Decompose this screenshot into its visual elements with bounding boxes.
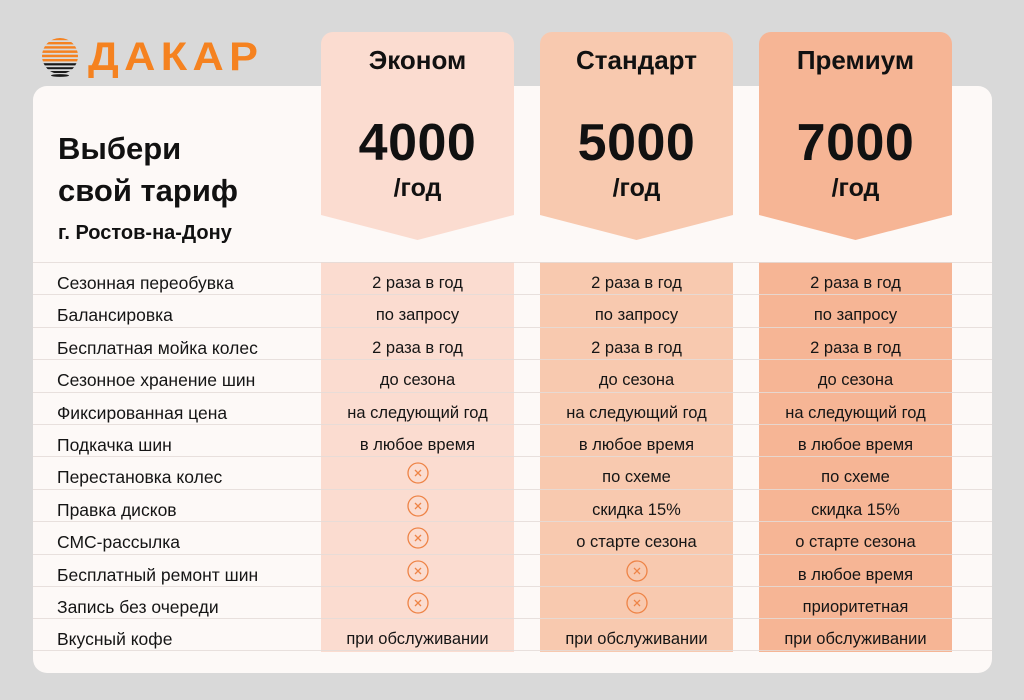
cell-econom	[321, 587, 514, 619]
cell-standard: по схеме	[602, 468, 671, 487]
circle-x-icon	[407, 495, 429, 517]
cell-econom: 2 раза в год	[372, 338, 463, 357]
table-row	[33, 294, 992, 326]
table-row	[33, 586, 992, 618]
plan-price: 5000	[577, 114, 696, 172]
cell-econom: до сезона	[379, 371, 456, 390]
circle-x-icon	[626, 560, 648, 582]
feature-label: Балансировка	[57, 305, 173, 326]
table-row	[33, 327, 992, 359]
city-label: г. Ростов-на-Дону	[58, 222, 232, 244]
table-row	[33, 359, 992, 391]
cell-standard	[540, 555, 733, 587]
table-row	[33, 392, 992, 424]
circle-x-icon	[626, 592, 648, 614]
plan-name: Стандарт	[576, 45, 697, 75]
cell-premium: о старте сезона	[795, 533, 916, 552]
cell-premium: в любое время	[797, 435, 914, 454]
circle-x-icon	[407, 462, 429, 484]
feature-label: Сезонная переобувка	[57, 273, 234, 293]
cell-premium: 2 раза в год	[810, 338, 901, 357]
heading	[58, 128, 238, 245]
circle-x-icon	[407, 560, 429, 582]
page-title-line1: Выбери	[58, 131, 182, 166]
cell-econom: в любое время	[359, 435, 476, 454]
cell-standard: в любое время	[578, 435, 695, 454]
plan-price: 4000	[358, 114, 477, 172]
table-row	[33, 521, 992, 553]
table-row	[33, 554, 992, 586]
table-row	[33, 456, 992, 488]
plan-price: 7000	[796, 114, 915, 172]
table-row	[33, 618, 992, 650]
table-row	[33, 489, 992, 521]
table-row	[33, 424, 992, 456]
feature-label: Правка дисков	[57, 499, 177, 520]
feature-label: Бесплатная мойка колес	[57, 337, 258, 358]
cell-premium: по запросу	[813, 306, 898, 325]
cell-standard: на следующий год	[566, 403, 707, 422]
feature-label: Подкачка шин	[57, 434, 172, 455]
cell-standard	[540, 587, 733, 619]
globe-icon	[40, 36, 80, 78]
cell-premium: на следующий год	[785, 403, 926, 422]
table-row	[33, 262, 992, 294]
plan-name: Эконом	[368, 45, 467, 75]
feature-label: Сезонное хранение шин	[57, 370, 256, 391]
cell-econom	[321, 457, 514, 489]
cell-premium: приоритетная	[802, 597, 909, 616]
feature-label: Бесплатный ремонт шин	[57, 564, 259, 585]
circle-x-icon	[407, 527, 429, 549]
plan-period: /год	[612, 174, 661, 202]
circle-x-icon	[407, 592, 429, 614]
cell-econom: по запросу	[375, 306, 460, 325]
cell-standard: о старте сезона	[576, 533, 697, 552]
feature-label: СМС-рассылка	[57, 532, 181, 553]
cell-econom: при обслуживании	[346, 630, 489, 649]
cell-standard: по запросу	[594, 306, 679, 325]
cell-standard: скидка 15%	[592, 500, 681, 519]
cell-premium: в любое время	[797, 565, 914, 584]
plan-header-premium[interactable]	[759, 32, 952, 215]
cell-econom	[321, 490, 514, 522]
feature-label: Перестановка колес	[57, 467, 223, 488]
cell-standard: 2 раза в год	[591, 274, 682, 292]
plan-header-econom[interactable]	[321, 32, 514, 215]
feature-label: Фиксированная цена	[57, 402, 228, 423]
brand-logo	[40, 35, 264, 79]
brand-name: ДАКАР	[88, 35, 264, 79]
page-title-line2: свой тариф	[58, 173, 239, 208]
plan-header-standard[interactable]	[540, 32, 733, 215]
cell-premium: 2 раза в год	[810, 274, 901, 292]
feature-label: Запись без очереди	[57, 596, 219, 617]
cell-standard: 2 раза в год	[591, 338, 682, 357]
cell-standard: при обслуживании	[565, 630, 708, 649]
cell-econom: 2 раза в год	[372, 274, 463, 292]
feature-table	[33, 262, 992, 651]
plan-period: /год	[393, 174, 442, 202]
plan-period: /год	[831, 174, 880, 202]
cell-premium: по схеме	[821, 468, 890, 487]
cell-premium: при обслуживании	[784, 630, 927, 649]
cell-standard: до сезона	[598, 371, 675, 390]
feature-label: Вкусный кофе	[57, 629, 173, 650]
cell-econom	[321, 555, 514, 587]
cell-premium: скидка 15%	[811, 500, 900, 519]
plan-name: Премиум	[796, 45, 915, 75]
cell-econom	[321, 522, 514, 554]
cell-econom: на следующий год	[347, 403, 488, 422]
cell-premium: до сезона	[817, 371, 894, 390]
